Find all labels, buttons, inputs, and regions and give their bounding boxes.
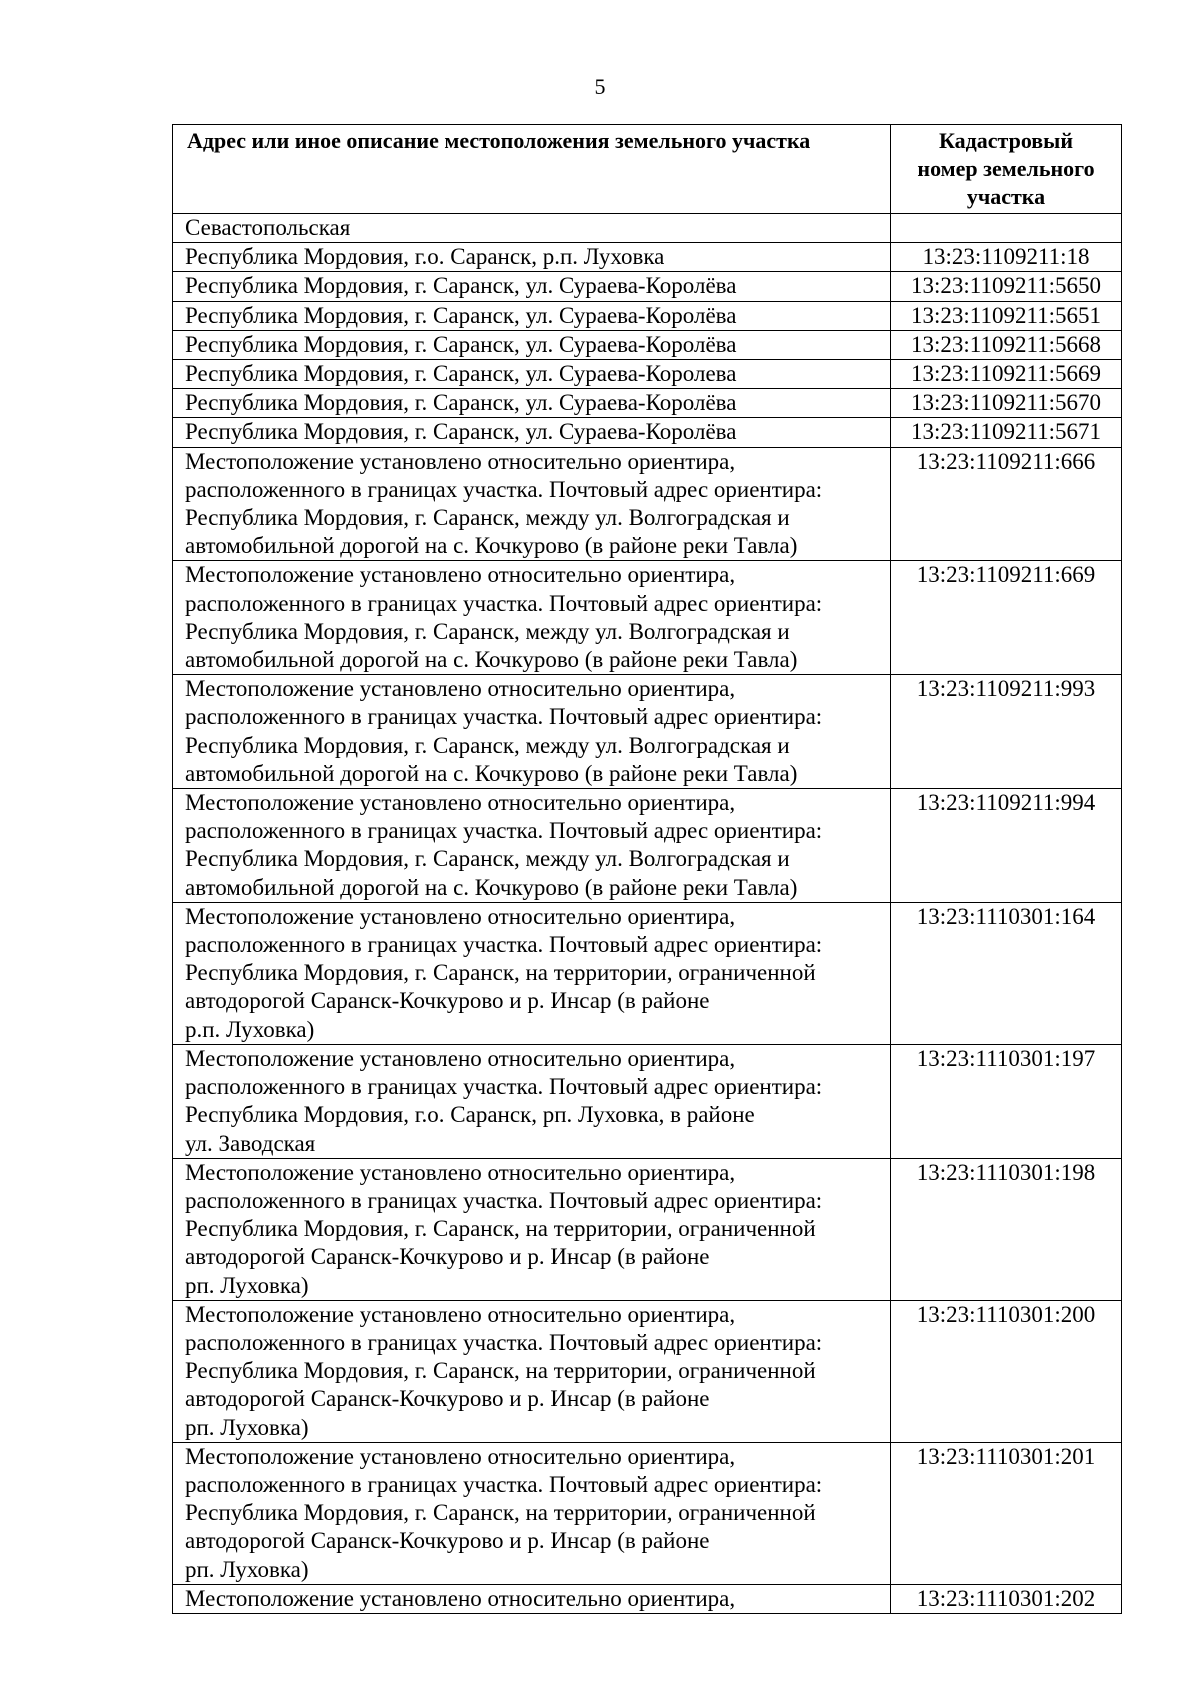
cadastral-number-cell: 13:23:1110301:198 <box>891 1158 1122 1300</box>
address-cell <box>173 561 891 675</box>
address-line: автодорогой Саранск-Кочкурово и р. Инсар (в районе <box>185 1386 710 1412</box>
table-row <box>173 418 1122 447</box>
table-row <box>173 561 1122 675</box>
address-line: рп. Луховка) <box>185 1556 309 1582</box>
cadastral-number-cell: 13:23:1109211:5650 <box>891 272 1122 301</box>
address-line: Местоположение установлено относительно ориентира, <box>185 1045 736 1071</box>
table-row <box>173 1300 1122 1442</box>
table-row <box>173 1442 1122 1584</box>
table-body <box>173 214 1122 1614</box>
cadastral-number-cell: 13:23:1110301:200 <box>891 1300 1122 1442</box>
address-line: расположенного в границах участка. Почтовый адрес ориентира: <box>185 1074 823 1100</box>
address-line: Республика Мордовия, г. Саранск, на территории, ограниченной <box>185 960 816 986</box>
address-cell <box>173 1300 891 1442</box>
address-cell <box>173 301 891 330</box>
address-line: Местоположение установлено относительно ориентира, <box>185 903 736 929</box>
address-cell <box>173 1584 891 1613</box>
table-row <box>173 301 1122 330</box>
cadastral-number-cell: 13:23:1109211:18 <box>891 243 1122 272</box>
address-line: расположенного в границах участка. Почтовый адрес ориентира: <box>185 818 823 844</box>
table-row <box>173 1584 1122 1613</box>
cadastral-number-cell: 13:23:1109211:5651 <box>891 301 1122 330</box>
page-number: 5 <box>594 74 606 99</box>
address-line: Местоположение установлено относительно ориентира, <box>185 448 736 474</box>
address-line: автомобильной дорогой на с. Кочкурово (в районе реки Тавла) <box>185 760 798 786</box>
address-column-header: Адрес или иное описание местоположения земельного участка <box>173 125 891 214</box>
address-line: Местоположение установлено относительно ориентира, <box>185 1585 736 1611</box>
address-cell <box>173 330 891 359</box>
address-line: Республика Мордовия, г. Саранск, между ул. Волгоградская и <box>185 505 790 531</box>
address-line: Республика Мордовия, г. Саранск, ул. Сураева-Королёва <box>185 302 737 328</box>
table-row <box>173 1044 1122 1158</box>
address-line: Республика Мордовия, г.о. Саранск, рп. Луховка, в районе <box>185 1102 755 1128</box>
table-row <box>173 243 1122 272</box>
cadastral-number-cell: 13:23:1110301:197 <box>891 1044 1122 1158</box>
address-line: Республика Мордовия, г. Саранск, на территории, ограниченной <box>185 1358 816 1384</box>
cadastral-number-cell <box>891 214 1122 243</box>
table-row <box>173 447 1122 561</box>
address-line: расположенного в границах участка. Почтовый адрес ориентира: <box>185 1471 823 1497</box>
cadastral-header-line: номер земельного <box>917 156 1095 181</box>
address-line: автодорогой Саранск-Кочкурово и р. Инсар (в районе <box>185 1528 710 1554</box>
address-line: Республика Мордовия, г. Саранск, на территории, ограниченной <box>185 1500 816 1526</box>
cadastral-number-cell: 13:23:1109211:669 <box>891 561 1122 675</box>
address-cell <box>173 902 891 1044</box>
address-line: Местоположение установлено относительно ориентира, <box>185 1159 736 1185</box>
address-line: Республика Мордовия, г. Саранск, ул. Сураева-Королева <box>185 361 737 387</box>
table-header-row <box>173 125 1122 214</box>
table-row <box>173 360 1122 389</box>
land-plots-table <box>172 124 1122 1614</box>
table-row <box>173 789 1122 903</box>
address-line: автодорогой Саранск-Кочкурово и р. Инсар (в районе <box>185 988 710 1014</box>
address-line: р.п. Луховка) <box>185 1016 315 1042</box>
address-cell <box>173 389 891 418</box>
table-row <box>173 214 1122 243</box>
address-cell <box>173 447 891 561</box>
address-line: Республика Мордовия, г. Саранск, ул. Сураева-Королёва <box>185 390 737 416</box>
address-cell <box>173 418 891 447</box>
cadastral-number-cell: 13:23:1109211:5670 <box>891 389 1122 418</box>
cadastral-number-cell: 13:23:1109211:5671 <box>891 418 1122 447</box>
address-line: Севастопольская <box>185 215 351 240</box>
address-line: автомобильной дорогой на с. Кочкурово (в районе реки Тавла) <box>185 874 798 900</box>
address-line: Республика Мордовия, г. Саранск, между ул. Волгоградская и <box>185 618 790 644</box>
cadastral-number-cell: 13:23:1110301:202 <box>891 1584 1122 1613</box>
address-line: расположенного в границах участка. Почтовый адрес ориентира: <box>185 1187 823 1213</box>
address-line: автомобильной дорогой на с. Кочкурово (в районе реки Тавла) <box>185 647 798 673</box>
table-row <box>173 330 1122 359</box>
address-line: Республика Мордовия, г. Саранск, ул. Сураева-Королёва <box>185 273 737 299</box>
cadastral-number-cell: 13:23:1109211:666 <box>891 447 1122 561</box>
address-line: автодорогой Саранск-Кочкурово и р. Инсар (в районе <box>185 1244 710 1270</box>
address-line: ул. Заводская <box>185 1130 316 1156</box>
address-line: автомобильной дорогой на с. Кочкурово (в районе реки Тавла) <box>185 533 798 559</box>
address-cell <box>173 1158 891 1300</box>
address-line: Республика Мордовия, г. Саранск, ул. Сураева-Королёва <box>185 419 737 445</box>
address-cell <box>173 360 891 389</box>
address-line: расположенного в границах участка. Почтовый адрес ориентира: <box>185 704 823 730</box>
cadastral-number-cell: 13:23:1110301:164 <box>891 902 1122 1044</box>
cadastral-header-line: участка <box>966 184 1046 209</box>
address-cell <box>173 243 891 272</box>
cadastral-number-cell: 13:23:1109211:5668 <box>891 330 1122 359</box>
address-line: расположенного в границах участка. Почтовый адрес ориентира: <box>185 476 823 502</box>
address-line: Республика Мордовия, г. Саранск, ул. Сураева-Королёва <box>185 331 737 357</box>
cadastral-number-cell: 13:23:1109211:5669 <box>891 360 1122 389</box>
address-line: Местоположение установлено относительно ориентира, <box>185 1443 736 1469</box>
cadastral-header-line: Кадастровый <box>938 128 1074 153</box>
address-line: Республика Мордовия, г. Саранск, между ул. Волгоградская и <box>185 732 790 758</box>
address-line: расположенного в границах участка. Почтовый адрес ориентира: <box>185 1329 823 1355</box>
table-row <box>173 272 1122 301</box>
table-row <box>173 902 1122 1044</box>
table-row <box>173 1158 1122 1300</box>
cadastral-column-header <box>891 125 1122 214</box>
address-line: Местоположение установлено относительно ориентира, <box>185 676 736 702</box>
address-line: расположенного в границах участка. Почтовый адрес ориентира: <box>185 932 823 958</box>
cadastral-number-cell: 13:23:1110301:201 <box>891 1442 1122 1584</box>
address-line: Республика Мордовия, г.о. Саранск, р.п. Луховка <box>185 244 665 270</box>
address-cell <box>173 272 891 301</box>
address-line: Местоположение установлено относительно ориентира, <box>185 1301 736 1327</box>
address-cell <box>173 675 891 789</box>
address-line: Республика Мордовия, г. Саранск, на территории, ограниченной <box>185 1216 816 1242</box>
address-cell <box>173 214 891 243</box>
address-line: расположенного в границах участка. Почтовый адрес ориентира: <box>185 590 823 616</box>
address-cell <box>173 1044 891 1158</box>
address-line: Местоположение установлено относительно ориентира, <box>185 562 736 588</box>
address-line: Республика Мордовия, г. Саранск, между ул. Волгоградская и <box>185 846 790 872</box>
address-line: рп. Луховка) <box>185 1414 309 1440</box>
table-row <box>173 389 1122 418</box>
cadastral-number-cell: 13:23:1109211:993 <box>891 675 1122 789</box>
address-line: Местоположение установлено относительно ориентира, <box>185 790 736 816</box>
address-cell <box>173 1442 891 1584</box>
table-row <box>173 675 1122 789</box>
address-cell <box>173 789 891 903</box>
address-line: рп. Луховка) <box>185 1272 309 1298</box>
cadastral-number-cell: 13:23:1109211:994 <box>891 789 1122 903</box>
